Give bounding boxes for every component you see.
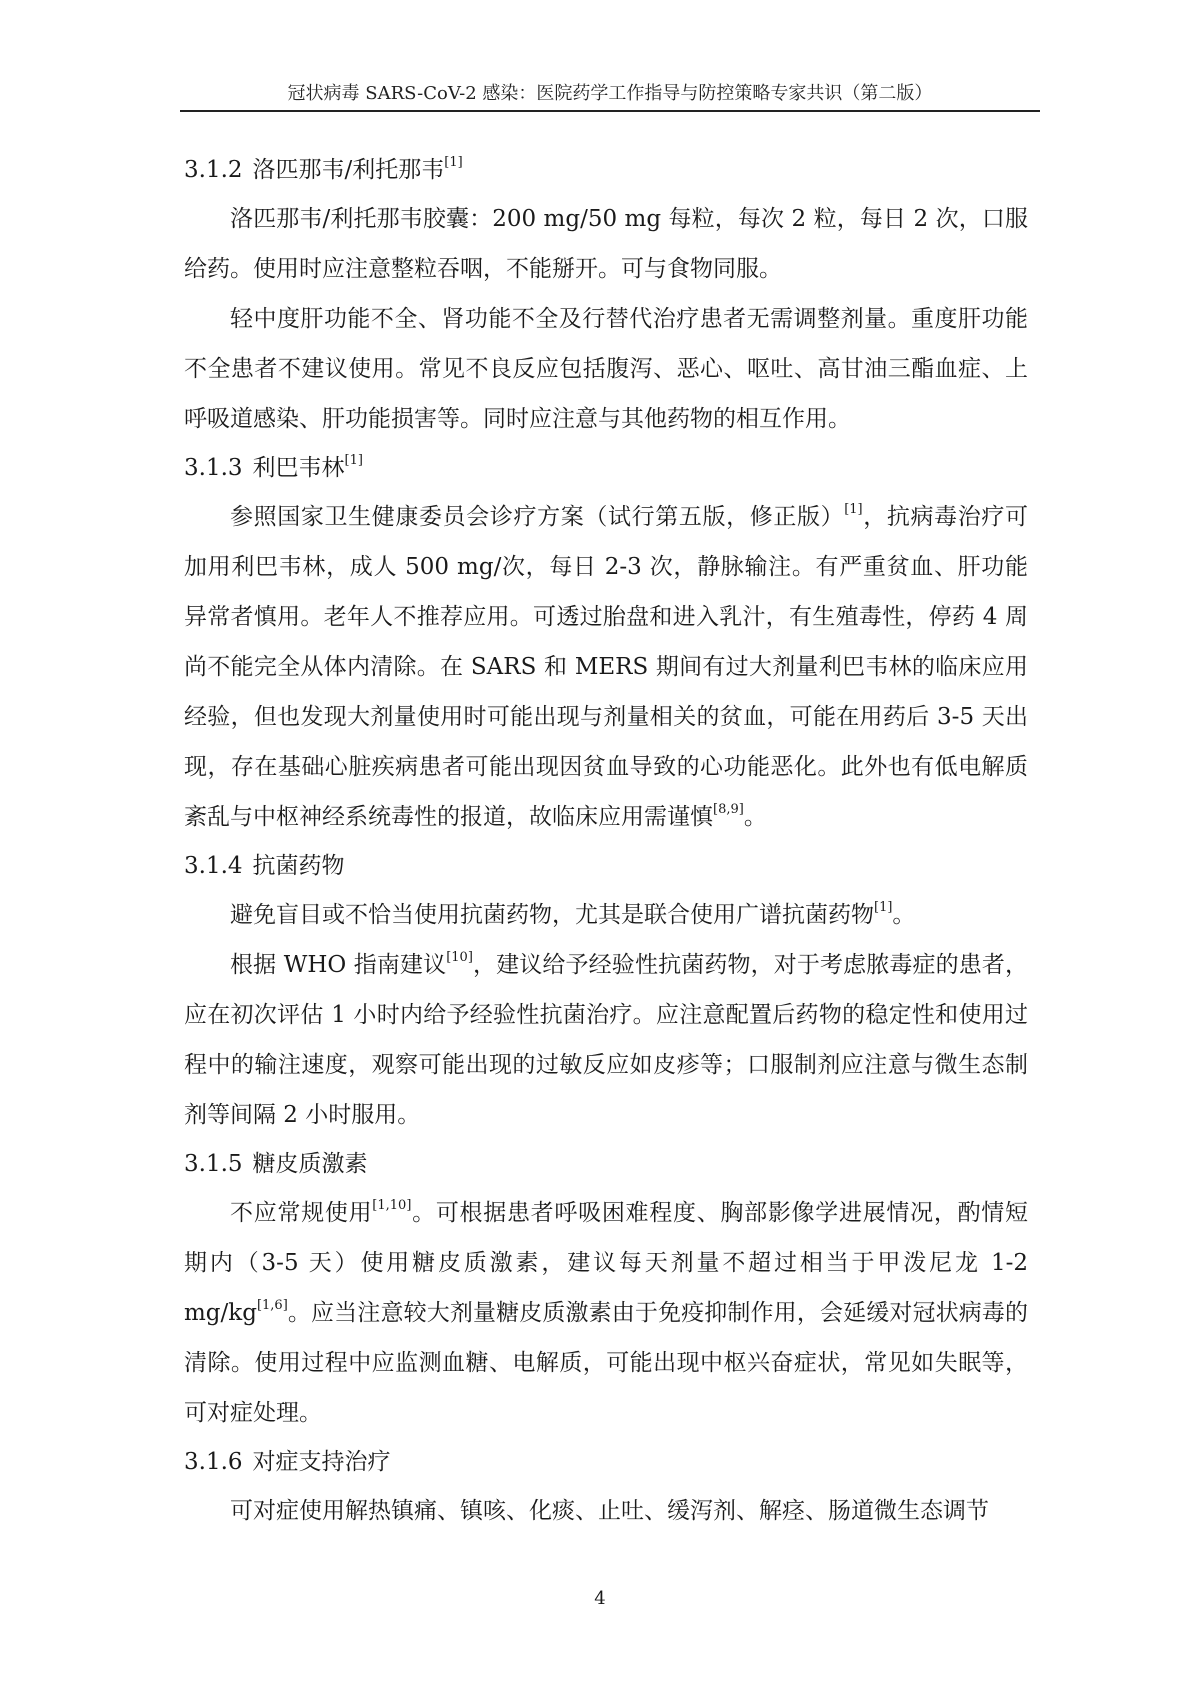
- paragraph-text: 不应常规使用: [230, 1200, 373, 1226]
- paragraph-text: ，抗病毒治疗可加用利巴韦林，成人 500 mg/次，每日 2-3 次，静脉输注。有严重贫血、肝功能异常者慎用。老年人不推荐应用。可透过胎盘和进入乳汁，有生殖毒性，停药 4 周尚不能完全从体内清除。在 SARS 和 MERS 期间有过大剂量利巴韦林的临床应用经验，但也发现大剂量使用时可能出现与剂量相关的贫血，可能在用药后 3-5 天出现，存在基础心脏疾病患者可能出现因贫血导致的心功能恶化。此外也有低电解质紊乱与中枢神经系统毒性的报道，故临床应用需谨慎: [184, 504, 1029, 830]
- body-paragraph: [184, 1188, 1028, 1438]
- body-paragraph: [184, 1486, 1028, 1536]
- section-heading: [184, 146, 1028, 194]
- body-paragraph: [184, 294, 1028, 444]
- section-number: 3.1.2: [184, 157, 243, 183]
- section-number: 3.1.6: [184, 1449, 243, 1475]
- citation-ref: [1]: [444, 155, 463, 171]
- citation-ref: [1]: [344, 453, 363, 469]
- citation-ref: [1,6]: [256, 1298, 288, 1314]
- section-title: 抗菌药物: [252, 853, 345, 879]
- paragraph-text: 根据 WHO 指南建议: [230, 952, 447, 978]
- citation-ref: [1,10]: [372, 1198, 412, 1214]
- citation-ref: [10]: [446, 950, 473, 966]
- paragraph-text: 。应当注意较大剂量糖皮质激素由于免疫抑制作用，会延缓对冠状病毒的清除。使用过程中应监测血糖、电解质，可能出现中枢兴奋症状，常见如失眠等，可对症处理。: [184, 1300, 1028, 1426]
- page-number: 4: [594, 1588, 606, 1609]
- body-paragraph: [184, 492, 1028, 842]
- section-heading: [184, 444, 1028, 492]
- paragraph-text: 避免盲目或不恰当使用抗菌药物，尤其是联合使用广谱抗菌药物: [230, 902, 874, 928]
- paragraph-text: 可对症使用解热镇痛、镇咳、化痰、止吐、缓泻剂、解痉、肠道微生态调节: [230, 1498, 989, 1524]
- section-number: 3.1.4: [184, 853, 243, 879]
- paragraph-text: 参照国家卫生健康委员会诊疗方案（试行第五版，修正版）: [230, 504, 845, 530]
- section-title: 对症支持治疗: [252, 1449, 391, 1475]
- body-paragraph: [184, 194, 1028, 294]
- citation-ref: [8,9]: [713, 802, 744, 818]
- body-paragraph: [184, 890, 1028, 940]
- paragraph-text: 洛匹那韦/利托那韦胶囊：200 mg/50 mg 每粒，每次 2 粒，每日 2 次，口服给药。使用时应注意整粒吞咽，不能掰开。可与食物同服。: [184, 206, 1028, 282]
- body-paragraph: [184, 940, 1028, 1140]
- paragraph-text: 。可根据患者呼吸困难程度、胸部影像学进展情况，酌情短期内（3-5 天）使用糖皮质激素，建议每天剂量不超过相当于甲泼尼龙 1-2 mg/kg: [184, 1200, 1029, 1326]
- paragraph-text: ，建议给予经验性抗菌药物，对于考虑脓毒症的患者，应在初次评估 1 小时内给予经验性抗菌治疗。应注意配置后药物的稳定性和使用过程中的输注速度，观察可能出现的过敏反应如皮疹等；口服制剂应注意与微生态制剂等间隔 2 小时服用。: [184, 952, 1028, 1128]
- section-heading: [184, 842, 1028, 890]
- section-number: 3.1.5: [184, 1151, 243, 1177]
- section-title: 糖皮质激素: [252, 1151, 368, 1177]
- section-title: 利巴韦林: [252, 455, 345, 481]
- citation-ref: [1]: [874, 900, 893, 916]
- section-heading: [184, 1140, 1028, 1188]
- section-title: 洛匹那韦/利托那韦: [252, 157, 445, 183]
- paragraph-text: 。: [743, 804, 767, 830]
- section-heading: [184, 1438, 1028, 1486]
- section-number: 3.1.3: [184, 455, 243, 481]
- citation-ref: [1]: [844, 502, 863, 518]
- paragraph-text: 。: [892, 902, 916, 928]
- document-body: [184, 146, 1028, 1536]
- paragraph-text: 轻中度肝功能不全、肾功能不全及行替代治疗患者无需调整剂量。重度肝功能不全患者不建议使用。常见不良反应包括腹泻、恶心、呕吐、高甘油三酯血症、上呼吸道感染、肝功能损害等。同时应注意与其他药物的相互作用。: [184, 306, 1028, 432]
- header-rule: [180, 110, 1040, 112]
- page-header: 冠状病毒 SARS-CoV-2 感染：医院药学工作指导与防控策略专家共识（第二版）: [287, 83, 933, 104]
